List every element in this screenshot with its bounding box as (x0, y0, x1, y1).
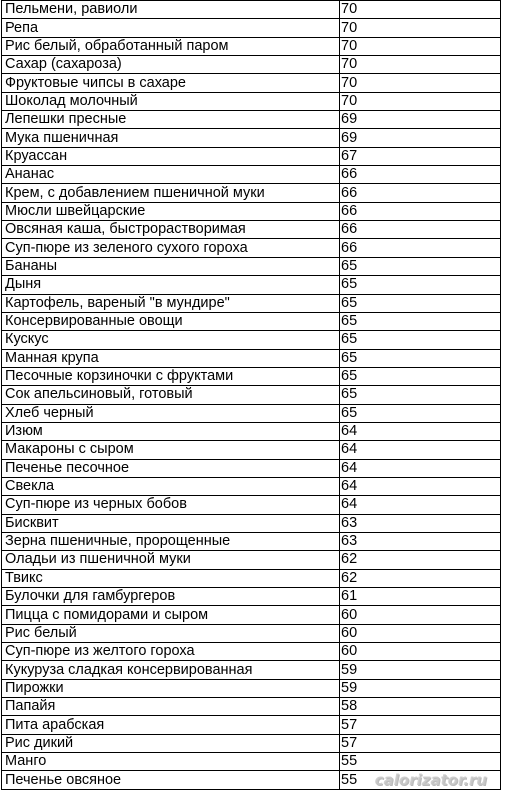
glycemic-index-table (1, 0, 501, 790)
glycemic-index-cell: 65 (340, 367, 501, 385)
glycemic-index-cell: 70 (340, 19, 501, 37)
food-name-cell: Суп-пюре из желтого гороха (2, 643, 340, 661)
table-row (2, 459, 501, 477)
table-row (2, 19, 501, 37)
food-name-cell: Хлеб черный (2, 404, 340, 422)
food-name-cell: Песочные корзиночки с фруктами (2, 367, 340, 385)
glycemic-index-cell: 65 (340, 349, 501, 367)
table-row (2, 184, 501, 202)
glycemic-index-cell: 65 (340, 257, 501, 275)
glycemic-index-cell: 59 (340, 661, 501, 679)
glycemic-index-cell: 55 (340, 753, 501, 771)
glycemic-index-cell: 65 (340, 276, 501, 294)
glycemic-index-cell: 63 (340, 514, 501, 532)
glycemic-index-cell: 70 (340, 74, 501, 92)
table-row (2, 166, 501, 184)
food-name-cell: Лепешки пресные (2, 111, 340, 129)
glycemic-index-cell: 55 (340, 771, 501, 789)
food-name-cell: Фруктовые чипсы в сахаре (2, 74, 340, 92)
table-row (2, 496, 501, 514)
table-row (2, 698, 501, 716)
glycemic-index-cell: 57 (340, 734, 501, 752)
table-row (2, 404, 501, 422)
food-name-cell: Сок апельсиновый, готовый (2, 386, 340, 404)
glycemic-index-cell: 66 (340, 166, 501, 184)
food-name-cell: Мука пшеничная (2, 129, 340, 147)
food-name-cell: Суп-пюре из зеленого сухого гороха (2, 239, 340, 257)
glycemic-index-cell: 66 (340, 239, 501, 257)
table-row (2, 624, 501, 642)
glycemic-index-cell: 63 (340, 532, 501, 550)
table-row (2, 661, 501, 679)
glycemic-index-cell: 60 (340, 643, 501, 661)
table-row (2, 643, 501, 661)
glycemic-index-cell: 66 (340, 202, 501, 220)
table-row (2, 477, 501, 495)
table-row (2, 37, 501, 55)
food-name-cell: Ананас (2, 166, 340, 184)
food-name-cell: Овсяная каша, быстрорастворимая (2, 221, 340, 239)
table-row (2, 312, 501, 330)
glycemic-index-cell: 60 (340, 606, 501, 624)
glycemic-index-cell: 67 (340, 147, 501, 165)
food-name-cell: Репа (2, 19, 340, 37)
food-name-cell: Печенье овсяное (2, 771, 340, 789)
glycemic-index-cell: 69 (340, 129, 501, 147)
food-name-cell: Сахар (сахароза) (2, 56, 340, 74)
glycemic-index-cell: 65 (340, 331, 501, 349)
table-row (2, 202, 501, 220)
glycemic-index-cell: 62 (340, 551, 501, 569)
table-row (2, 386, 501, 404)
food-name-cell: Булочки для гамбургеров (2, 588, 340, 606)
glycemic-index-cell: 64 (340, 441, 501, 459)
table-row (2, 569, 501, 587)
glycemic-index-cell: 70 (340, 92, 501, 110)
glycemic-index-cell: 64 (340, 496, 501, 514)
table-row (2, 294, 501, 312)
food-name-cell: Твикс (2, 569, 340, 587)
table-row (2, 147, 501, 165)
table-row (2, 716, 501, 734)
table-row (2, 56, 501, 74)
table-row (2, 221, 501, 239)
table-row (2, 441, 501, 459)
food-name-cell: Рис белый, обработанный паром (2, 37, 340, 55)
table-row (2, 74, 501, 92)
food-name-cell: Свекла (2, 477, 340, 495)
glycemic-index-cell: 66 (340, 184, 501, 202)
glycemic-index-cell: 64 (340, 477, 501, 495)
table-row (2, 129, 501, 147)
glycemic-index-cell: 60 (340, 624, 501, 642)
watermark: calorizator.ru (374, 771, 487, 789)
food-name-cell: Дыня (2, 276, 340, 294)
food-name-cell: Шоколад молочный (2, 92, 340, 110)
table-row (2, 239, 501, 257)
table-row (2, 753, 501, 771)
food-name-cell: Рис белый (2, 624, 340, 642)
glycemic-index-cell: 69 (340, 111, 501, 129)
food-name-cell: Оладьи из пшеничной муки (2, 551, 340, 569)
food-name-cell: Пицца с помидорами и сыром (2, 606, 340, 624)
food-name-cell: Картофель, вареный "в мундире" (2, 294, 340, 312)
table-row (2, 349, 501, 367)
table-row (2, 422, 501, 440)
food-name-cell: Крем, с добавлением пшеничной муки (2, 184, 340, 202)
food-name-cell: Пирожки (2, 679, 340, 697)
table-row (2, 367, 501, 385)
food-name-cell: Бисквит (2, 514, 340, 532)
table-row (2, 92, 501, 110)
table-row (2, 532, 501, 550)
food-name-cell: Манная крупа (2, 349, 340, 367)
food-name-cell: Пельмени, равиоли (2, 1, 340, 19)
table-row (2, 276, 501, 294)
table-row (2, 1, 501, 19)
food-name-cell: Манго (2, 753, 340, 771)
food-name-cell: Макароны с сыром (2, 441, 340, 459)
table-row (2, 111, 501, 129)
glycemic-index-cell: 57 (340, 716, 501, 734)
glycemic-index-cell: 65 (340, 386, 501, 404)
glycemic-index-cell: 65 (340, 294, 501, 312)
table-row (2, 588, 501, 606)
glycemic-index-cell: 66 (340, 221, 501, 239)
table-row (2, 734, 501, 752)
table-row (2, 331, 501, 349)
glycemic-index-cell: 64 (340, 459, 501, 477)
food-name-cell: Мюсли швейцарские (2, 202, 340, 220)
glycemic-index-cell: 65 (340, 312, 501, 330)
glycemic-index-cell: 62 (340, 569, 501, 587)
food-name-cell: Суп-пюре из черных бобов (2, 496, 340, 514)
table-row (2, 606, 501, 624)
table-row (2, 771, 501, 789)
food-name-cell: Консервированные овощи (2, 312, 340, 330)
food-name-cell: Папайя (2, 698, 340, 716)
glycemic-index-cell: 61 (340, 588, 501, 606)
glycemic-index-cell: 64 (340, 422, 501, 440)
table-row (2, 551, 501, 569)
table-row (2, 514, 501, 532)
glycemic-index-cell: 59 (340, 679, 501, 697)
table-row (2, 257, 501, 275)
glycemic-index-cell: 58 (340, 698, 501, 716)
food-name-cell: Рис дикий (2, 734, 340, 752)
food-name-cell: Кускус (2, 331, 340, 349)
glycemic-index-cell: 70 (340, 1, 501, 19)
glycemic-index-cell: 70 (340, 56, 501, 74)
food-name-cell: Зерна пшеничные, пророщенные (2, 532, 340, 550)
glycemic-index-cell: 65 (340, 404, 501, 422)
food-name-cell: Кукуруза сладкая консервированная (2, 661, 340, 679)
food-name-cell: Изюм (2, 422, 340, 440)
table-body (2, 1, 501, 790)
food-name-cell: Круассан (2, 147, 340, 165)
food-name-cell: Печенье песочное (2, 459, 340, 477)
food-name-cell: Пита арабская (2, 716, 340, 734)
table-row (2, 679, 501, 697)
food-name-cell: Бананы (2, 257, 340, 275)
glycemic-index-cell: 70 (340, 37, 501, 55)
